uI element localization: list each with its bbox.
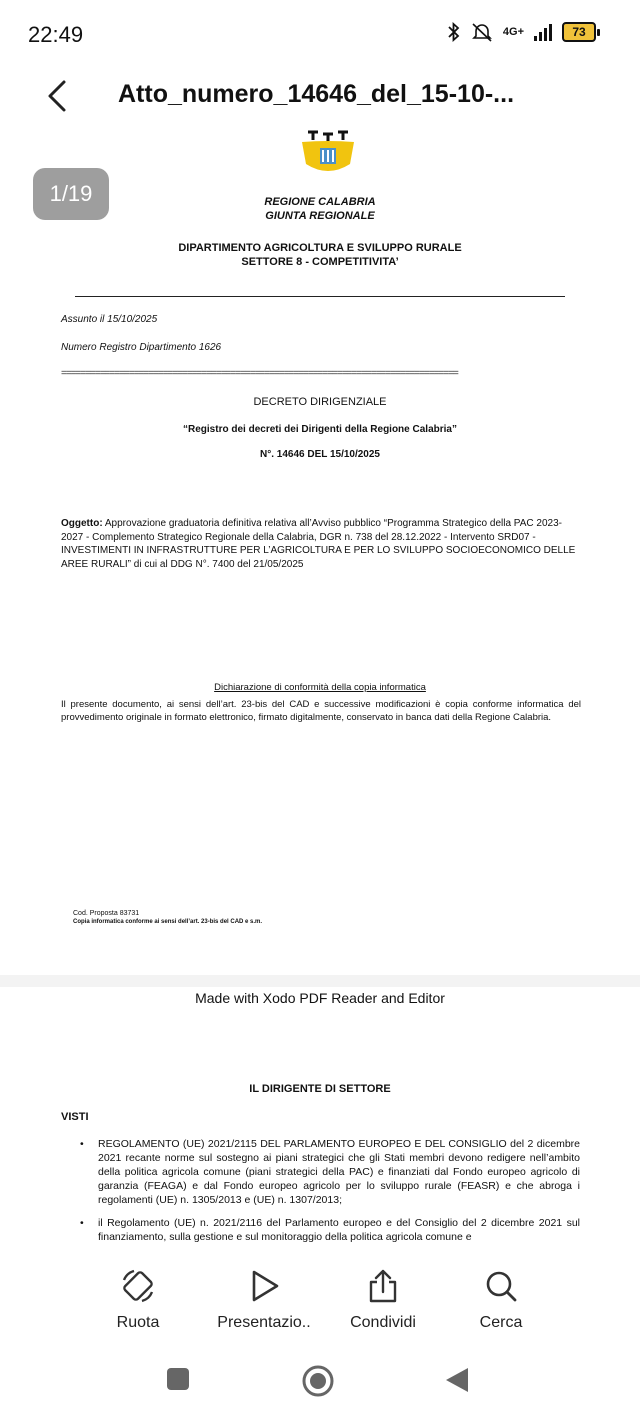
page-indicator: 1/19 bbox=[33, 168, 109, 220]
region-crest-icon bbox=[296, 128, 360, 176]
play-icon bbox=[244, 1266, 284, 1306]
battery-level: 73 bbox=[562, 22, 596, 42]
list-item-text: REGOLAMENTO (UE) 2021/2115 DEL PARLAMENTO EUROPEO E DEL CONSIGLIO del 2 dicembre 2021 recante norme sul sostegno ai piani strategici che gli Stati membri devono redigere nell’ambito della politica agricola comune (piani strategici della PAC) e finanziati dal Fondo europeo agricolo di garanzia (FEAGA) e dal Fondo europeo agricolo per lo sviluppo rurale (FEASR) e che abroga i regolamenti (UE) n. 1305/2013 e (UE) n. 1307/2013; bbox=[98, 1138, 580, 1206]
share-label: Condividi bbox=[350, 1314, 416, 1331]
home-icon[interactable] bbox=[301, 1364, 335, 1398]
dichiarazione-body: Il presente documento, ai sensi dell’art. 23-bis del CAD e successive modificazioni è copia conforme informatica del provvedimento originale in formato elettronico, firmato digitalmente, conservato in banca dati della Regione Calabria. bbox=[61, 699, 581, 723]
decreto-heading: DECRETO DIRIGENZIALE bbox=[253, 396, 387, 408]
page-separator bbox=[0, 975, 640, 987]
assunto-date: Assunto il 15/10/2025 bbox=[61, 314, 158, 325]
cod-proposta: Cod. Proposta 83731 bbox=[73, 910, 140, 917]
document-title: Atto_numero_14646_del_15-10-... bbox=[118, 80, 515, 108]
xodo-watermark: Made with Xodo PDF Reader and Editor bbox=[195, 990, 445, 1006]
search-icon bbox=[481, 1266, 521, 1306]
status-time: 22:49 bbox=[28, 22, 84, 47]
visti-heading: VISTI bbox=[61, 1111, 89, 1123]
rotate-button[interactable] bbox=[73, 1266, 203, 1332]
list-item-text: il Regolamento (UE) n. 2021/2116 del Parlamento europeo e del Consiglio del 2 dicembre 2021 sul finanziamento, sulla gestione e sul monitoraggio della politica agricola comune e bbox=[98, 1217, 580, 1243]
rotate-icon bbox=[118, 1266, 158, 1306]
separator-line: ================================================================================== bbox=[61, 368, 458, 379]
department-name: DIPARTIMENTO AGRICOLTURA E SVILUPPO RURALE bbox=[178, 242, 462, 254]
list-item bbox=[80, 1137, 580, 1207]
mute-icon bbox=[471, 22, 493, 42]
back-nav-icon[interactable] bbox=[444, 1366, 470, 1394]
dirigente-heading: IL DIRIGENTE DI SETTORE bbox=[249, 1083, 391, 1095]
recent-apps-icon[interactable] bbox=[165, 1366, 191, 1392]
divider-line bbox=[75, 296, 565, 297]
search-button[interactable] bbox=[436, 1266, 566, 1332]
system-nav-bar bbox=[0, 1352, 640, 1422]
share-button[interactable] bbox=[318, 1266, 448, 1332]
share-icon bbox=[363, 1266, 403, 1306]
presentation-label: Presentazio.. bbox=[217, 1314, 311, 1331]
giunta-name: GIUNTA REGIONALE bbox=[265, 210, 375, 222]
registro-heading: “Registro dei decreti dei Dirigenti della Regione Calabria” bbox=[183, 424, 457, 435]
region-name: REGIONE CALABRIA bbox=[264, 196, 376, 208]
bullet-icon: • bbox=[80, 1138, 84, 1150]
signal-icon bbox=[534, 23, 552, 41]
status-icons bbox=[447, 22, 600, 42]
oggetto-paragraph bbox=[61, 517, 581, 571]
presentation-button[interactable] bbox=[199, 1266, 329, 1332]
battery-icon bbox=[562, 22, 600, 42]
rotate-label: Ruota bbox=[116, 1314, 160, 1331]
decreto-number: N°. 14646 DEL 15/10/2025 bbox=[259, 449, 380, 460]
registro-number: Numero Registro Dipartimento 1626 bbox=[61, 342, 222, 353]
oggetto-text: Approvazione graduatoria definitiva relativa all’Avviso pubblico “Programma Strategico della PAC 2023-2027 - Complemento Strategico Regionale della Calabria, DGR n. 738 del 28.12.2022 - Intervento SRD07 - INVESTIMENTI IN INFRASTRUTTURE PER L’AGRICOLTURA E PER LO SVILUPPO SOCIOECONOMICO DELLE AREE RURALI” di cui al DDG N°. 7400 del 21/05/2025 bbox=[61, 518, 576, 570]
oggetto-label: Oggetto: bbox=[61, 518, 103, 529]
network-type: 4G+ bbox=[502, 26, 524, 38]
back-arrow-icon[interactable] bbox=[42, 76, 74, 116]
bottom-toolbar bbox=[0, 1258, 640, 1338]
bluetooth-icon bbox=[447, 22, 461, 42]
list-item bbox=[80, 1216, 580, 1244]
bullet-icon: • bbox=[80, 1217, 84, 1229]
dichiarazione-title: Dichiarazione di conformità della copia informatica bbox=[214, 682, 426, 693]
copia-conforme: Copia informatica conforme ai sensi dell’art. 23-bis del CAD e s.m. bbox=[73, 919, 263, 925]
search-label: Cerca bbox=[479, 1314, 523, 1331]
sector-name: SETTORE 8 - COMPETITIVITA’ bbox=[241, 256, 399, 268]
